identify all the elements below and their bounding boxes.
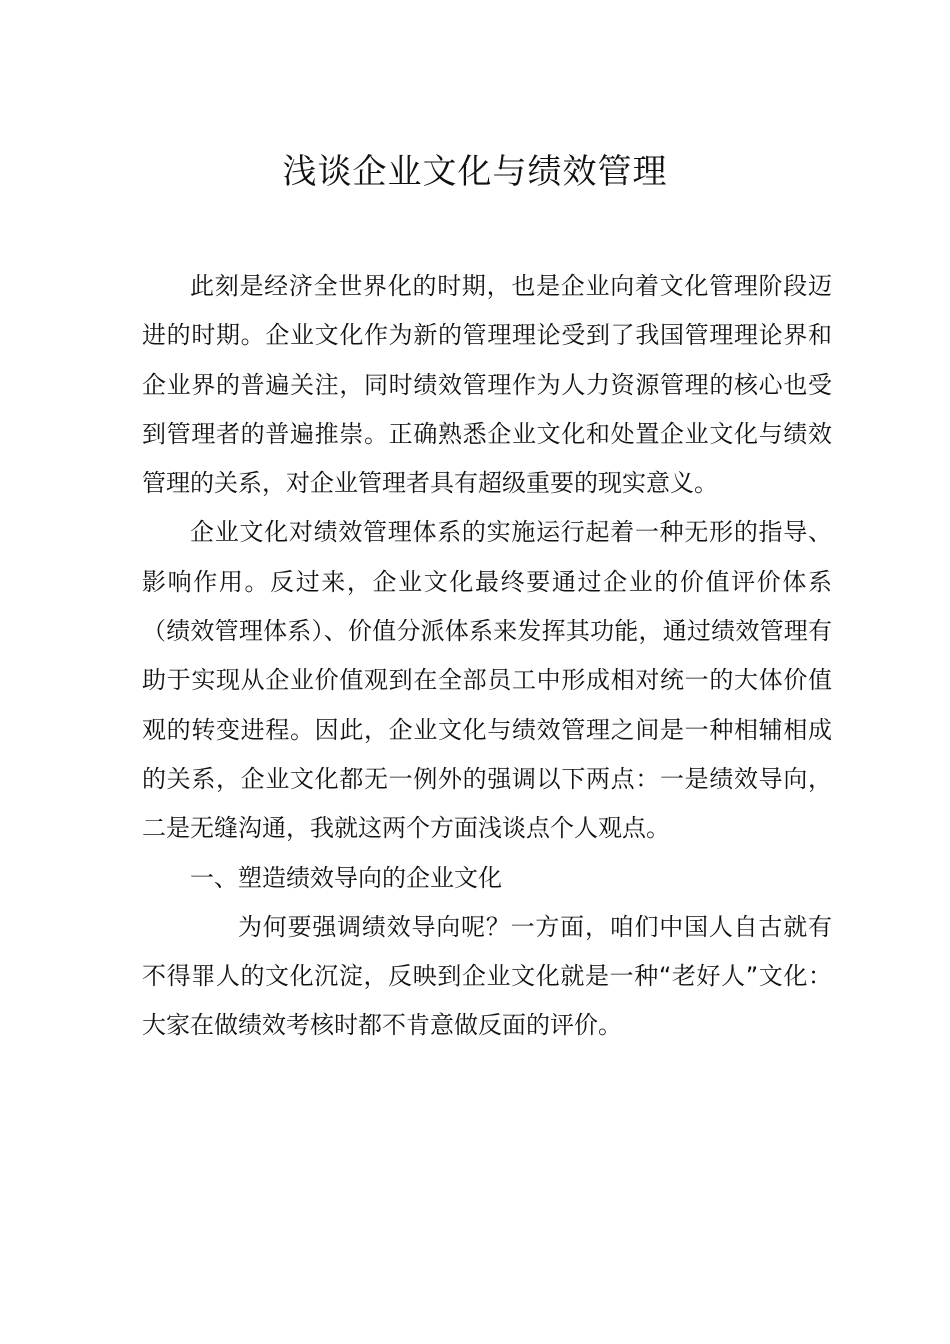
section-heading: 一、塑造绩效导向的企业文化: [190, 863, 502, 892]
paragraph-intro: 此刻是经济全世界化的时期，也是企业向着文化管理阶段迈进的时期。企业文化作为新的管理理论受到了我国管理理论界和企业界的普遍关注，同时绩效管理作为人力资源管理的核心也受到管理者的普遍推崇。正确熟悉企业文化和处置企业文化与绩效管理的关系，对企业管理者具有超级重要的现实意义。: [142, 272, 832, 498]
document-title: 浅谈企业文化与绩效管理: [282, 152, 668, 192]
paragraph-section-one: 为何要强调绩效导向呢？一方面，咱们中国人自古就有不得罪人的文化沉淀，反映到企业文化就是一种“老好人”文化：大家在做绩效考核时都不肯意做反面的评价。: [142, 912, 832, 1040]
document-body: [142, 262, 832, 1051]
paragraph-relationship: 企业文化对绩效管理体系的实施运行起着一种无形的指导、影响作用。反过来，企业文化最终要通过企业的价值评价体系（绩效管理体系）、价值分派体系来发挥其功能，通过绩效管理有助于实现从企业价值观到在全部员工中形成相对统一的大体价值观的转变进程。因此，企业文化与绩效管理之间是一种相辅相成的关系，企业文化都无一例外的强调以下两点：一是绩效导向，二是无缝沟通，我就这两个方面浅谈点个人观点。: [142, 518, 832, 843]
